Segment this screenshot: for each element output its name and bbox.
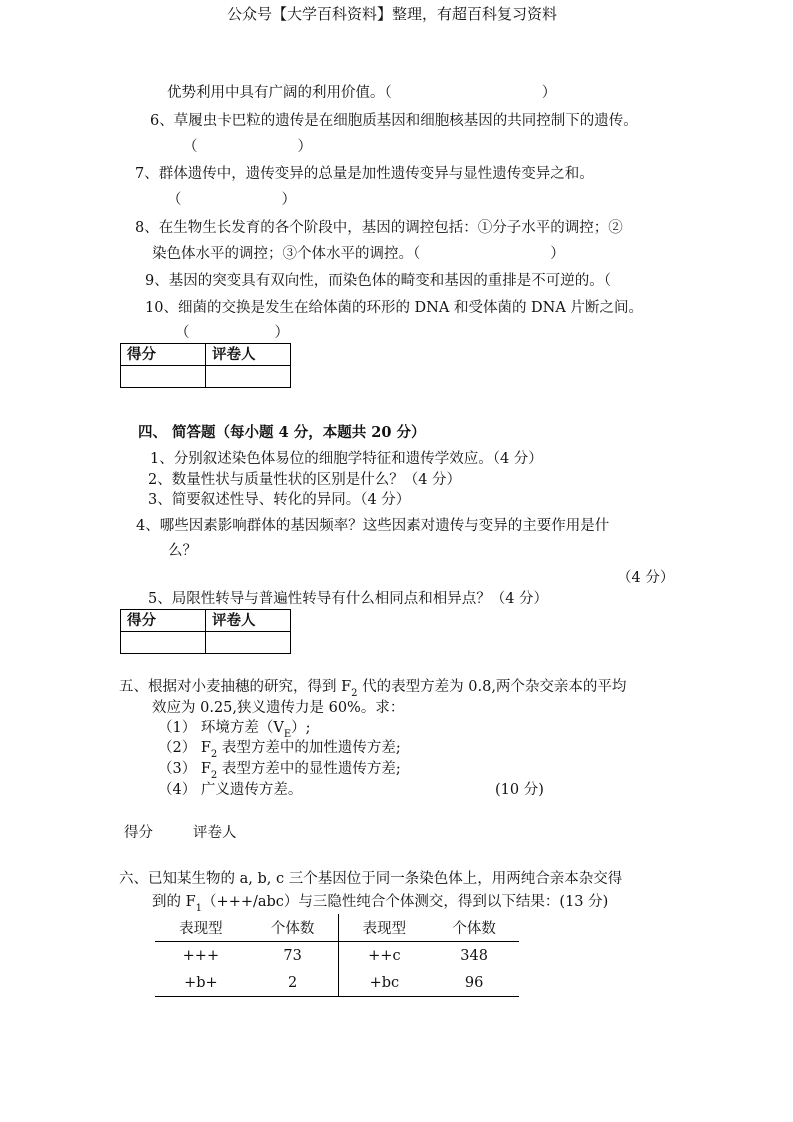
open-paren: （	[167, 192, 182, 208]
subscript: 2	[210, 770, 218, 781]
section-5-sub4: （4） 广义遗传方差。	[158, 782, 303, 798]
sub2-part-a: （2） F	[158, 740, 211, 756]
reviewer-label-plain: 评卷人	[193, 825, 237, 841]
tf-item-10-answer-blank[interactable]	[175, 323, 289, 343]
tf-item-10: 10、细菌的交换是发生在给体菌的环形的 DNA 和受体菌的 DNA 片断之间。	[145, 300, 643, 316]
table-cell: 96	[429, 969, 519, 997]
tf-item-5-text: 优势利用中具有广阔的利用价值。（	[167, 85, 392, 101]
subscript: 2	[351, 688, 358, 699]
table-cell: 73	[247, 942, 339, 970]
close-paren: ）	[281, 192, 296, 208]
section-6-line2-part-b: （+++/abc）与三隐性纯合个体测交，得到以下结果：(13 分)	[202, 894, 609, 910]
score-table-1	[120, 343, 291, 388]
section-4-q4-line1: 4、哪些因素影响群体的基因频率？这些因素对遗传与变异的主要作用是什	[136, 518, 610, 534]
score-cell[interactable]	[121, 632, 206, 654]
tf-item-8-line1: 8、在生物生长发育的各个阶段中，基因的调控包括：①分子水平的调控；②	[135, 220, 623, 236]
section-4-q3: 3、简要叙述性导、转化的异同。（4 分）	[148, 492, 411, 508]
section-4-q4-points: （4 分）	[617, 570, 675, 586]
sub3-part-a: （3） F	[158, 761, 211, 777]
close-paren: ）	[274, 325, 289, 341]
tf-item-8-line2	[152, 244, 565, 264]
reviewer-label: 评卷人	[206, 610, 291, 632]
subscript: 2	[210, 749, 218, 760]
subscript: E	[283, 729, 292, 740]
table-cell: +b+	[155, 969, 247, 997]
score-cell[interactable]	[121, 366, 206, 388]
section-5-line1	[119, 677, 626, 699]
table-cell: +++	[182, 947, 220, 964]
section-6-line1: 六、已知某生物的 a, b, c 三个基因位于同一条染色体上，用两纯合亲本杂交得	[119, 871, 623, 887]
sub3-part-b: 表型方差中的显性遗传方差;	[217, 761, 401, 777]
tf-item-9: 9、基因的突变具有双向性，而染色体的畸变和基因的重排是不可逆的。（	[145, 273, 611, 289]
section-5-sub1	[158, 718, 311, 740]
section-5-points: (10 分)	[495, 782, 544, 798]
section-4-q1: 1、分别叙述染色体易位的细胞学特征和遗传学效应。（4 分）	[150, 451, 543, 467]
close-paren: ）	[297, 139, 312, 155]
section-4-q2: 2、数量性状与质量性状的区别是什么？（4 分）	[148, 472, 462, 488]
page-header: 公众号【大学百科资料】整理，有超百科复习资料	[227, 5, 558, 23]
section-6-line2-part-a: 到的 F	[152, 894, 196, 910]
section-6-line2	[152, 892, 608, 914]
score-label: 得分	[121, 610, 206, 632]
table-cell: 2	[247, 969, 339, 997]
score-label: 得分	[121, 344, 206, 366]
section-5-sub3	[158, 759, 401, 781]
section-5-line1-part-b: 代的表型方差为 0.8,两个杂交亲本的平均	[357, 679, 627, 695]
section-5-sub2	[158, 738, 401, 760]
table-header: 个体数	[247, 914, 339, 942]
table-header: 个体数	[429, 914, 519, 942]
reviewer-cell[interactable]	[206, 366, 291, 388]
tf-item-6-answer-blank[interactable]	[183, 137, 312, 157]
sub2-part-b: 表型方差中的加性遗传方差;	[217, 740, 401, 756]
testcross-results-table	[155, 914, 519, 997]
tf-item-5-continuation	[167, 83, 556, 103]
score-label-plain: 得分	[124, 825, 153, 841]
close-paren: ）	[550, 246, 565, 262]
section-4-q4-line2: 么？	[168, 543, 197, 559]
sub1-part-a: （1） 环境方差（V	[158, 720, 284, 736]
table-cell: +bc	[339, 969, 429, 997]
tf-item-7: 7、群体遗传中，遗传变异的总量是加性遗传变异与显性遗传变异之和。	[135, 166, 594, 182]
table-cell: 348	[460, 947, 488, 964]
sub1-part-b: ）;	[291, 720, 311, 736]
tf-item-5-close-paren: ）	[541, 85, 557, 101]
tf-item-6: 6、草履虫卡巴粒的遗传是在细胞质基因和细胞核基因的共同控制下的遗传。	[150, 113, 638, 129]
table-cell: ++c	[368, 947, 401, 964]
subscript: 1	[195, 903, 203, 914]
section-4-heading: 四、 简答题（每小题 4 分，本题共 20 分）	[138, 424, 426, 441]
table-header: 表现型	[339, 914, 429, 942]
open-paren: （	[175, 325, 190, 341]
reviewer-label: 评卷人	[206, 344, 291, 366]
section-4-q5: 5、局限性转导与普遍性转导有什么相同点和相异点？（4 分）	[148, 591, 549, 607]
reviewer-cell[interactable]	[206, 632, 291, 654]
tf-item-7-answer-blank[interactable]	[167, 190, 296, 210]
tf-item-8-text: 染色体水平的调控；③个体水平的调控。（	[152, 246, 421, 262]
table-header: 表现型	[155, 914, 247, 942]
open-paren: （	[183, 139, 198, 155]
section-5-line1-part-a: 五、根据对小麦抽穗的研究，得到 F	[119, 679, 352, 695]
section-5-line2: 效应为 0.25,狭义遗传力是 60%。求：	[152, 700, 405, 716]
score-table-2	[120, 609, 291, 654]
